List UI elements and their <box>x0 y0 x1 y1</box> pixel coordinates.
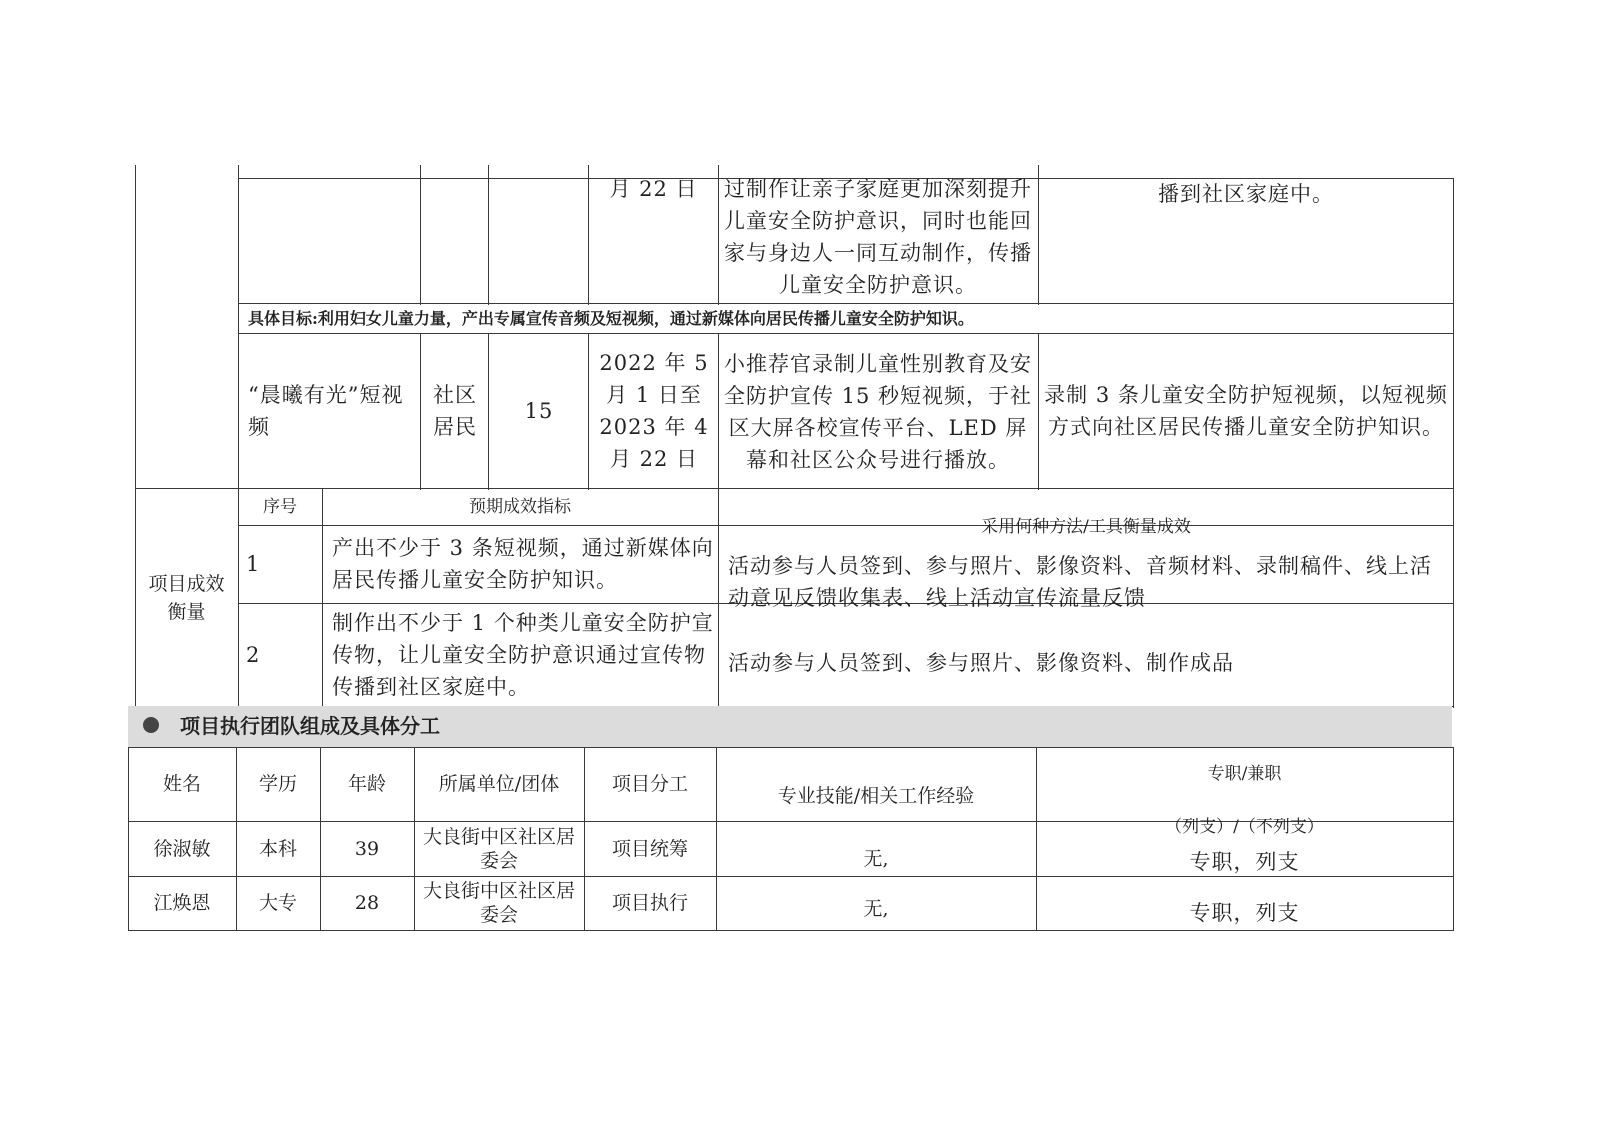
target-group-cell: 社区居民 <box>433 383 477 439</box>
member-unit: 大良街中区社区居委会 <box>422 825 575 872</box>
rule-line <box>718 165 719 305</box>
header-fulltime: 专职/兼职 <box>1207 764 1282 784</box>
header-method: 采用何种方法/工具衡量成效 <box>981 517 1191 537</box>
rule-line <box>488 165 489 305</box>
activity-name-cell: “晨曦有光”短视频 <box>248 383 404 439</box>
rule-line <box>1038 333 1039 490</box>
specific-goal-row: 具体目标:利用妇女儿童力量，产出专属宣传音频及短视频，通过新媒体向居民传播儿童安全防护知识。 <box>248 309 974 328</box>
member-name: 江焕恩 <box>153 892 211 914</box>
header-skill: 专业技能/相关工作经验 <box>777 785 975 807</box>
effect-row-indicator: 制作出不少于 1 个种类儿童安全防护宣传物，让儿童安全防护意识通过宣传物传播到社区家庭中。 <box>332 611 714 699</box>
rule-line <box>420 165 421 305</box>
header-unit: 所属单位/团体 <box>438 773 560 795</box>
outcome-cell: 播到社区家庭中。 <box>1158 182 1334 206</box>
member-skill: 无, <box>863 898 889 920</box>
member-unit: 大良街中区社区居委会 <box>422 880 575 926</box>
member-role: 项目统筹 <box>611 837 688 860</box>
effect-row-method: 活动参与人员签到、参与照片、影像资料、音频材料、录制稿件、线上活动意见反馈收集表、线上活动宣传流量反馈 <box>728 554 1432 610</box>
member-education: 本科 <box>258 837 297 860</box>
team-section-title: 项目执行团队组成及具体分工 <box>180 714 440 738</box>
header-name: 姓名 <box>162 773 201 795</box>
rule-line <box>1453 178 1454 708</box>
rule-line <box>1038 165 1039 305</box>
rule-line <box>588 333 589 490</box>
member-skill: 无, <box>863 847 889 870</box>
header-age: 年龄 <box>347 773 386 795</box>
member-role: 项目执行 <box>611 892 688 914</box>
effect-row-method: 活动参与人员签到、参与照片、影像资料、制作成品 <box>728 651 1234 675</box>
rule-line <box>238 165 239 490</box>
bullet-dot-icon <box>143 717 159 733</box>
member-age: 28 <box>354 892 380 914</box>
date-range-cell: 2022 年 5 月 1 日至 2023 年 4 月 22 日 <box>599 351 709 471</box>
participant-count-cell: 15 <box>524 399 554 423</box>
rule-line <box>588 165 589 305</box>
effect-section-label: 项目成效衡量 <box>148 572 225 623</box>
activity-content-cell: 过制作让亲子家庭更加深刻提升儿童安全防护意识，同时也能回家与身边人一同互动制作，传播儿童安全防护意识。 <box>724 177 1032 297</box>
rule-line <box>322 488 323 708</box>
member-fulltime: 专职，列支 <box>1189 901 1300 925</box>
rule-line <box>238 488 239 708</box>
member-fulltime: 专职，列支 <box>1189 850 1300 874</box>
rule-line <box>1453 747 1454 931</box>
member-education: 大专 <box>258 892 297 914</box>
rule-line <box>420 333 421 490</box>
outcome-cell: 录制 3 条儿童安全防护短视频，以短视频方式向社区居民传播儿童安全防护知识。 <box>1044 383 1448 439</box>
date-cell: 月 22 日 <box>609 177 698 201</box>
rule-line <box>718 333 719 710</box>
header-role: 项目分工 <box>611 773 688 795</box>
header-indicator: 预期成效指标 <box>469 497 571 517</box>
effect-row-no: 1 <box>246 552 261 576</box>
rule-line <box>488 333 489 490</box>
effect-row-indicator: 产出不少于 3 条短视频，通过新媒体向居民传播儿童安全防护知识。 <box>332 536 714 592</box>
header-education: 学历 <box>258 773 297 795</box>
activity-content-cell: 小推荐官录制儿童性别教育及安全防护宣传 15 秒短视频，于社区大屏各校宣传平台、LED 屏幕和社区公众号进行播放。 <box>723 351 1033 472</box>
member-name: 徐淑敏 <box>153 837 211 860</box>
effect-row-no: 2 <box>246 643 261 667</box>
member-age: 39 <box>354 837 380 860</box>
header-serial-no: 序号 <box>263 497 297 517</box>
header-fulltime-budget: （列支）/（不列支） <box>1165 817 1324 837</box>
